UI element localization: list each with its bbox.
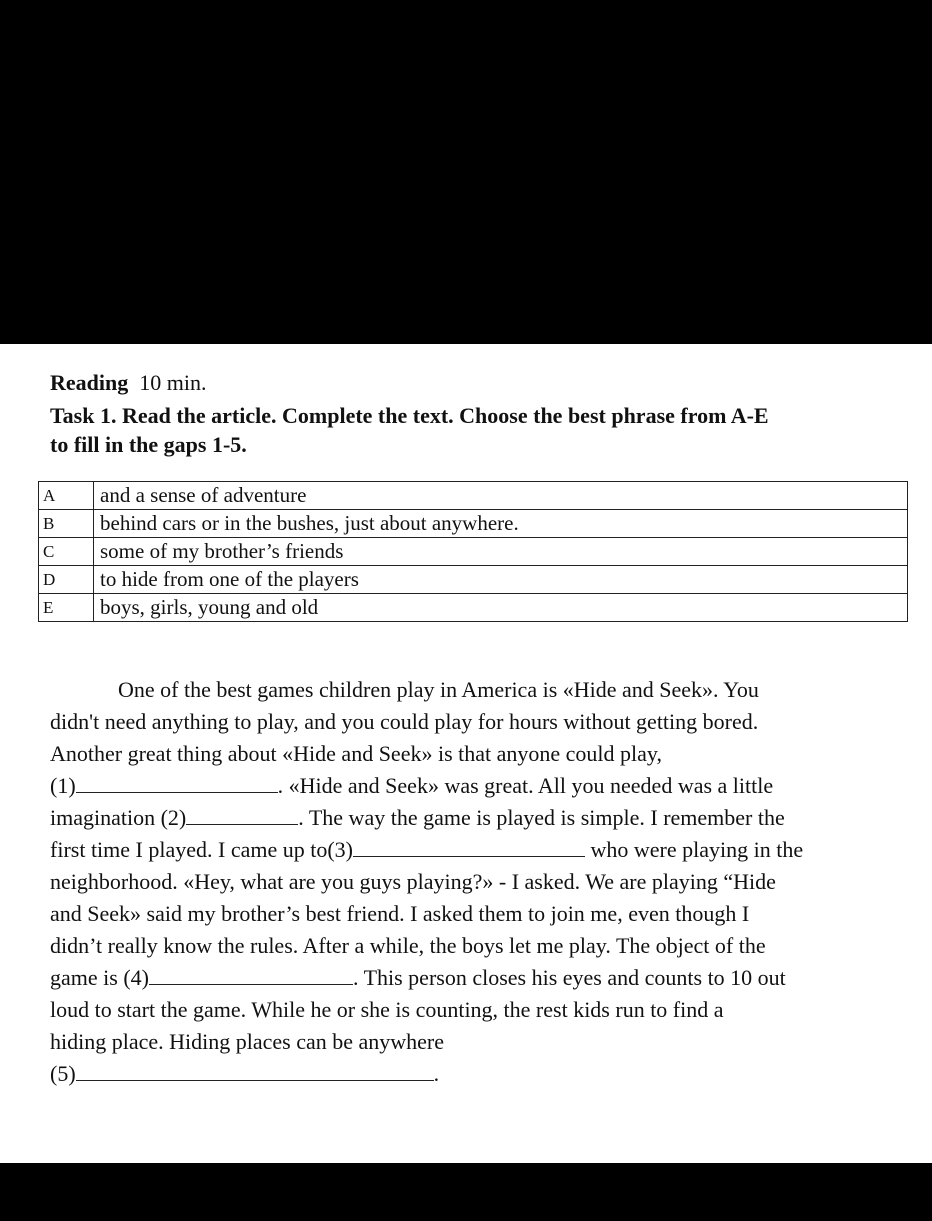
article-line: [50, 834, 803, 866]
article-line: [50, 962, 786, 994]
article-line: [50, 1058, 439, 1090]
article-line: One of the best games children play in America is «Hide and Seek». You: [118, 677, 759, 702]
option-row: [39, 538, 908, 566]
worksheet-page: [0, 344, 932, 1163]
task-instruction-line-1: Task 1. Read the article. Complete the text. Choose the best phrase from A-E: [50, 403, 769, 428]
article-text-segment: . «Hide and Seek» was great. All you needed was a little: [277, 773, 774, 798]
article-text-segment: who were playing in the: [585, 837, 804, 862]
gap-1-blank[interactable]: [76, 770, 278, 793]
option-row: [39, 566, 908, 594]
task-instruction-line-2: to fill in the gaps 1-5.: [50, 432, 247, 457]
gap-5-blank[interactable]: [76, 1058, 434, 1081]
article-line: and Seek» said my brother’s best friend. I asked them to join me, even though I: [50, 901, 750, 926]
article-line: didn't need anything to play, and you could play for hours without getting bored.: [50, 709, 759, 734]
article-line: neighborhood. «Hey, what are you guys playing?» - I asked. We are playing “Hide: [50, 869, 776, 894]
option-row: [39, 510, 908, 538]
option-row: [39, 594, 908, 622]
bottom-black-bar: [0, 1163, 932, 1221]
option-text: some of my brother’s friends: [94, 538, 908, 566]
gap-number-1: (1): [50, 773, 76, 798]
section-title: Reading: [50, 370, 129, 395]
article-line: didn’t really know the rules. After a while, the boys let me play. The object of the: [50, 933, 766, 958]
option-text: and a sense of adventure: [94, 482, 908, 510]
option-text: boys, girls, young and old: [94, 594, 908, 622]
article-line: Another great thing about «Hide and Seek» is that anyone could play,: [50, 741, 662, 766]
article-text-segment: .: [433, 1061, 440, 1086]
article-line: hiding place. Hiding places can be anywhere: [50, 1029, 445, 1054]
article-line: [50, 770, 773, 802]
option-key: A: [39, 482, 94, 510]
article-text-segment: imagination (2): [50, 805, 187, 830]
option-key: D: [39, 566, 94, 594]
article-text-segment: . This person closes his eyes and counts to 10 out: [352, 965, 786, 990]
article-line: [50, 802, 785, 834]
top-black-bar: [0, 0, 932, 344]
option-key: B: [39, 510, 94, 538]
option-row: [39, 482, 908, 510]
section-heading: [50, 368, 206, 398]
option-text: to hide from one of the players: [94, 566, 908, 594]
option-text: behind cars or in the bushes, just about anywhere.: [94, 510, 908, 538]
gap-2-blank[interactable]: [186, 802, 298, 825]
gap-4-blank[interactable]: [149, 962, 353, 985]
option-key: E: [39, 594, 94, 622]
option-key: C: [39, 538, 94, 566]
options-table: [38, 481, 908, 622]
article-text-segment: . The way the game is played is simple. I remember the: [298, 805, 785, 830]
time-limit: 10 min.: [139, 370, 207, 395]
article-text-segment: first time I played. I came up to(3): [50, 837, 354, 862]
gap-3-blank[interactable]: [353, 834, 585, 857]
article-line: loud to start the game. While he or she is counting, the rest kids run to find a: [50, 997, 724, 1022]
article-text-segment: game is (4): [50, 965, 149, 990]
gap-number-5: (5): [50, 1061, 76, 1086]
